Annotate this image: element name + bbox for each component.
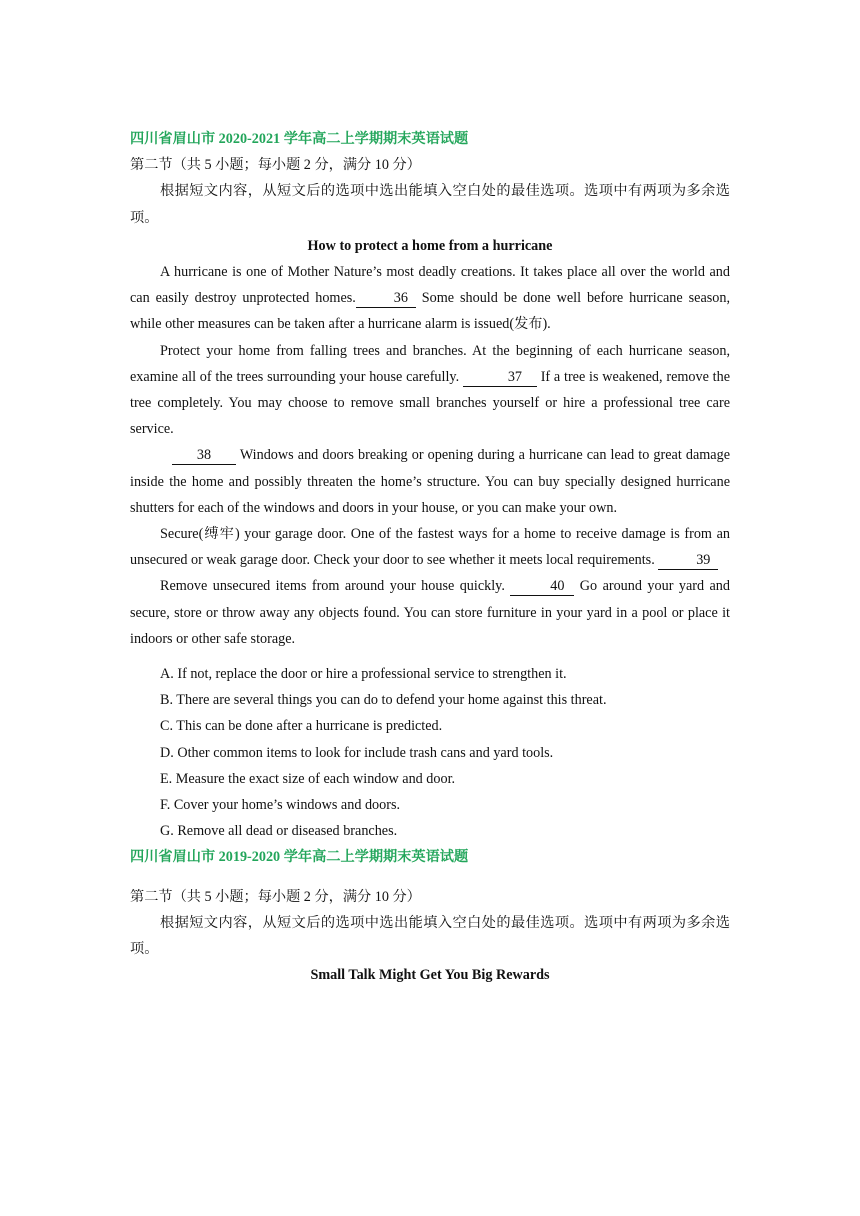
option-g: G. Remove all dead or diseased branches.: [160, 823, 398, 840]
section1-instruction: 根据短文内容，从短文后的选项中选出能填入空白处的最佳选项。选项中有两项为多余选项。: [130, 183, 730, 226]
paragraph-1: A hurricane is one of Mother Nature’s most deadly creations. It takes place all over the world and can easily destroy unprotected homes. 36 Some should be done well before hurricane season, while other measures can be taken after a hurricane alarm is issued(发布).: [130, 264, 730, 333]
section2-instruction: 根据短文内容，从短文后的选项中选出能填入空白处的最佳选项。选项中有两项为多余选项。: [130, 914, 730, 958]
option-list: [130, 661, 730, 844]
section2-part: 第二节（共 5 小题；每小题 2 分，满分 10 分）: [130, 888, 421, 905]
blank-36: 36: [356, 289, 416, 308]
blank-37: 37: [463, 368, 537, 387]
option-d: D. Other common items to look for include trash cans and yard tools.: [160, 744, 554, 761]
paragraph-4: Secure(缚牢) your garage door. One of the fastest ways for a home to receive damage is from an unsecured or weak garage door. Check your door to see whether it meets local requirements. 39: [130, 526, 730, 569]
option-e: E. Measure the exact size of each window and door.: [160, 770, 456, 787]
paragraph-2: Protect your home from falling trees and branches. At the beginning of each hurricane season, examine all of the trees surrounding your house carefully. 37 If a tree is weakened, remove the tree completely. You may choose to remove small branches yourself or hire a professional tree care service.: [130, 342, 730, 438]
section1-heading: 四川省眉山市 2020-2021 学年高二上学期期末英语试题: [130, 131, 469, 147]
document-content: [130, 126, 730, 989]
option-f: F. Cover your home’s windows and doors.: [160, 797, 401, 814]
blank-39: 39: [658, 551, 718, 570]
option-c: C. This can be done after a hurricane is predicted.: [160, 718, 443, 735]
option-a: A. If not, replace the door or hire a professional service to strengthen it.: [160, 666, 567, 683]
section1-part: 第二节（共 5 小题；每小题 2 分，满分 10 分）: [130, 157, 421, 174]
blank-38: 38: [172, 446, 236, 465]
paragraph-5: Remove unsecured items from around your house quickly. 40 Go around your yard and secure, store or throw away any objects found. You can store furniture in your yard in a pool or place it indoors or other safe storage.: [130, 578, 730, 647]
blank-40: 40: [510, 577, 574, 596]
option-b: B. There are several things you can do to defend your home against this threat.: [160, 692, 607, 709]
section2-passage-title: Small Talk Might Get You Big Rewards: [310, 967, 550, 984]
paragraph-3: 38 Windows and doors breaking or opening during a hurricane can lead to great damage inside the home and possibly threaten the home’s structure. You can buy specially designed hurricane shutters for each of the windows and doors in your house, or you can make your own.: [130, 447, 730, 516]
passage-title: How to protect a home from a hurricane: [307, 237, 553, 254]
section2-heading: 四川省眉山市 2019-2020 学年高二上学期期末英语试题: [130, 849, 469, 866]
